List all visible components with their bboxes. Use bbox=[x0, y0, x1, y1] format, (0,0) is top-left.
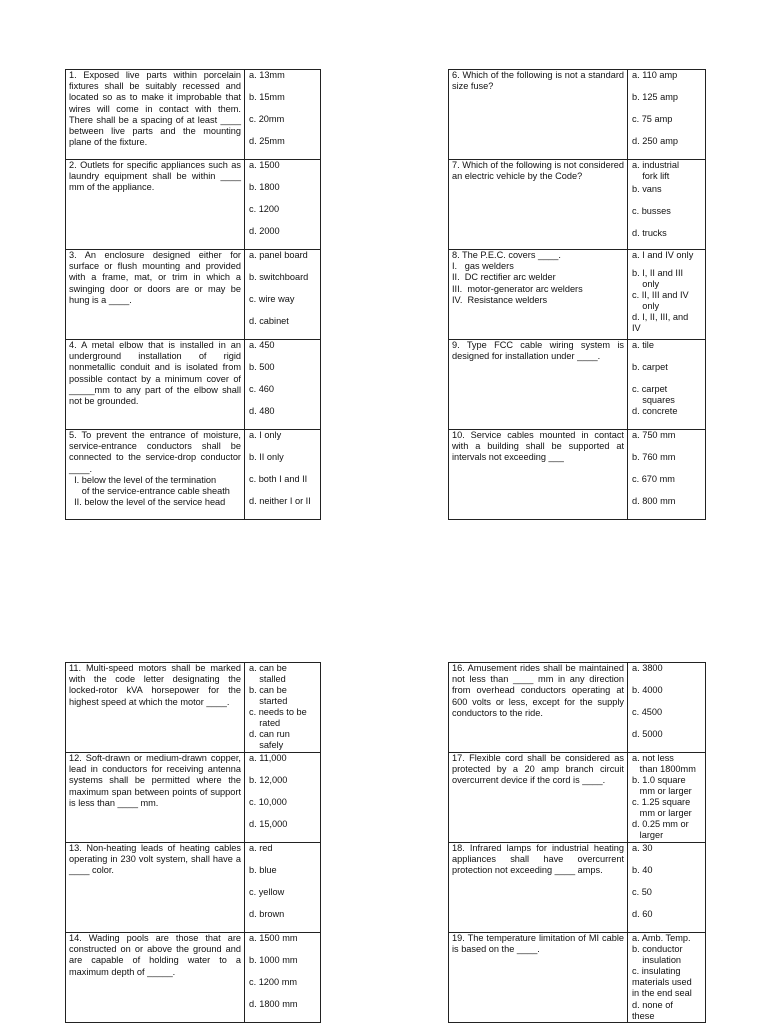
option-b: b. conductor insulation bbox=[632, 944, 683, 966]
option-c: c. 670 mm bbox=[632, 474, 675, 484]
option-b: b. 12,000 bbox=[249, 775, 288, 785]
option-b: b. 4000 bbox=[632, 685, 663, 695]
question-text: 7. Which of the following is not considered an electric vehicle by the Code? bbox=[449, 160, 628, 250]
question-row bbox=[66, 663, 321, 753]
option-c: c. 1200 bbox=[249, 204, 280, 214]
option-b: b. I, II and III only bbox=[632, 268, 684, 290]
answer-options bbox=[628, 340, 706, 430]
question-subline: I. below the level of the termination bbox=[69, 474, 217, 485]
option-a: a. Amb. Temp. bbox=[632, 933, 691, 943]
option-c: c. 4500 bbox=[632, 707, 663, 717]
question-text: 1. Exposed live parts within porcelain fixtures shall be suitably recessed and located so as to make it improbable that wires will come in contact with them. There shall be a spacing of at least ____ between live parts and the mounting plane of the fixture. bbox=[66, 70, 245, 160]
question-text: 2. Outlets for specific appliances such as laundry equipment shall be within ____ mm of the appliance. bbox=[66, 160, 245, 250]
option-d: d. none of these bbox=[632, 1000, 673, 1022]
option-c: c. busses bbox=[632, 206, 671, 216]
option-b: b. 40 bbox=[632, 865, 653, 875]
option-a: a. 3800 bbox=[632, 663, 663, 673]
question-block-2 bbox=[448, 69, 706, 520]
answer-options bbox=[245, 340, 321, 430]
option-a: a. panel board bbox=[249, 250, 308, 260]
question-subline: of the service-entrance cable sheath bbox=[69, 486, 230, 497]
option-a: a. tile bbox=[632, 340, 654, 350]
option-d: d. 15,000 bbox=[249, 819, 288, 829]
option-a: a. 1500 mm bbox=[249, 933, 298, 943]
question-text: 9. Type FCC cable wiring system is designed for installation under ____. bbox=[449, 340, 628, 430]
option-c: c. both I and II bbox=[249, 474, 308, 484]
question-row bbox=[66, 340, 321, 430]
option-d: d. brown bbox=[249, 909, 285, 919]
answer-options bbox=[628, 753, 706, 843]
option-d: d. 60 bbox=[632, 909, 653, 919]
option-b: b. carpet bbox=[632, 362, 668, 372]
question-block-3 bbox=[65, 662, 321, 1023]
option-b: b. switchboard bbox=[249, 272, 309, 282]
question-row bbox=[66, 933, 321, 1023]
question-row bbox=[66, 430, 321, 520]
answer-options bbox=[245, 160, 321, 250]
option-b: b. 1800 bbox=[249, 182, 280, 192]
question-row bbox=[66, 70, 321, 160]
option-a: a. 1500 bbox=[249, 160, 280, 170]
question-subline: III. motor-generator arc welders bbox=[452, 283, 583, 294]
answer-options bbox=[245, 843, 321, 933]
option-d: d. trucks bbox=[632, 228, 667, 238]
option-a: a. 11,000 bbox=[249, 753, 287, 763]
question-row bbox=[449, 340, 706, 430]
option-b: b. 1.0 square mm or larger bbox=[632, 775, 692, 797]
option-c: c. needs to be rated bbox=[249, 707, 307, 729]
option-a: a. 30 bbox=[632, 843, 653, 853]
answer-options bbox=[628, 250, 706, 340]
question-text: 16. Amusement rides shall be maintained not less than ____ mm in any direction from overhead conductors operating at 600 volts or less, except for the supply conductors to the ride. bbox=[449, 663, 628, 753]
option-c: c. II, III and IV only bbox=[632, 290, 689, 312]
option-d: d. concrete bbox=[632, 406, 678, 416]
option-a: a. 750 mm bbox=[632, 430, 676, 440]
question-subline: IV. Resistance welders bbox=[452, 294, 548, 305]
question-row bbox=[449, 663, 706, 753]
option-b: b. blue bbox=[249, 865, 277, 875]
question-row bbox=[66, 843, 321, 933]
answer-options bbox=[245, 663, 321, 753]
question-text: 17. Flexible cord shall be considered as protected by a 20 amp branch circuit overcurrent device if the cord is ____. bbox=[449, 753, 628, 843]
question-text: 11. Multi-speed motors shall be marked with the code letter designating the locked-rotor kVA horsepower for the highest speed at which the motor ____. bbox=[66, 663, 245, 753]
option-c: c. carpet squares bbox=[632, 384, 675, 406]
option-d: d. 1800 mm bbox=[249, 999, 298, 1009]
question-subline: II. below the level of the service head bbox=[69, 497, 226, 508]
question-text: 14. Wading pools are those that are constructed on or above the ground and are capable of holding water to a maximum depth of _____. bbox=[66, 933, 245, 1023]
option-d: d. 800 mm bbox=[632, 496, 676, 506]
option-a: a. can be stalled bbox=[249, 663, 287, 685]
question-text: 6. Which of the following is not a standard size fuse? bbox=[449, 70, 628, 160]
question-block-4 bbox=[448, 662, 706, 1023]
question-subline: II. DC rectifier arc welder bbox=[452, 272, 556, 283]
option-b: b. vans bbox=[632, 184, 662, 194]
option-b: b. 15mm bbox=[249, 92, 285, 102]
option-a: a. not less than 1800mm bbox=[632, 753, 696, 775]
option-d: d. 5000 bbox=[632, 729, 663, 739]
answer-options bbox=[628, 843, 706, 933]
option-c: c. insulating materials used in the end seal bbox=[632, 966, 692, 999]
option-c: c. 460 bbox=[249, 384, 275, 394]
question-block-1 bbox=[65, 69, 321, 520]
option-a: a. red bbox=[249, 843, 273, 853]
question-row bbox=[449, 753, 706, 843]
question-row bbox=[66, 753, 321, 843]
question-row bbox=[66, 250, 321, 340]
option-c: c. 1.25 square mm or larger bbox=[632, 797, 692, 819]
option-a: a. 110 amp bbox=[632, 70, 678, 80]
question-row bbox=[449, 843, 706, 933]
question-row bbox=[66, 160, 321, 250]
question-text: 10. Service cables mounted in contact with a building shall be supported at intervals not exceeding ___ bbox=[449, 430, 628, 520]
option-c: c. yellow bbox=[249, 887, 285, 897]
option-a: a. I and IV only bbox=[632, 250, 694, 260]
question-text: 12. Soft-drawn or medium-drawn copper, lead in conductors for receiving antenna systems shall be permitted where the maximum span between points of support is less than ____ mm. bbox=[66, 753, 245, 843]
answer-options bbox=[245, 70, 321, 160]
option-d: d. 0.25 mm or larger bbox=[632, 819, 689, 841]
question-row bbox=[449, 250, 706, 340]
option-b: b. II only bbox=[249, 452, 284, 462]
option-c: c. 20mm bbox=[249, 114, 285, 124]
question-stem: 5. To prevent the entrance of moisture, service-entrance conductors shall be connected to the service-drop conductor ____. bbox=[69, 430, 241, 474]
question-text: 13. Non-heating leads of heating cables operating in 230 volt system, shall have a ____ color. bbox=[66, 843, 245, 933]
option-a: a. 13mm bbox=[249, 70, 285, 80]
option-d: d. 250 amp bbox=[632, 136, 678, 146]
question-row bbox=[449, 933, 706, 1023]
question-row bbox=[449, 70, 706, 160]
question-text bbox=[66, 430, 245, 520]
option-a: a. industrial fork lift bbox=[632, 160, 679, 182]
answer-options bbox=[628, 933, 706, 1023]
option-d: d. 480 bbox=[249, 406, 275, 416]
option-b: b. 125 amp bbox=[632, 92, 678, 102]
option-d: d. 25mm bbox=[249, 136, 285, 146]
question-row bbox=[449, 160, 706, 250]
option-b: b. 760 mm bbox=[632, 452, 676, 462]
option-d: d. neither I or II bbox=[249, 496, 311, 506]
question-text: 3. An enclosure designed either for surface or flush mounting and provided with a frame, mat, or trim in which a swinging door or doors are or may be hung is a ____. bbox=[66, 250, 245, 340]
answer-options bbox=[245, 753, 321, 843]
answer-options bbox=[628, 430, 706, 520]
question-text bbox=[449, 250, 628, 340]
option-b: b. 1000 mm bbox=[249, 955, 298, 965]
option-b: b. 500 bbox=[249, 362, 275, 372]
answer-options bbox=[628, 663, 706, 753]
option-c: c. 1200 mm bbox=[249, 977, 297, 987]
option-b: b. can be started bbox=[249, 685, 288, 707]
option-a: a. I only bbox=[249, 430, 282, 440]
question-subline: I. gas welders bbox=[452, 261, 514, 272]
question-text: 18. Infrared lamps for industrial heating appliances shall have overcurrent protection not exceeding ____ amps. bbox=[449, 843, 628, 933]
answer-options bbox=[245, 430, 321, 520]
answer-options bbox=[245, 250, 321, 340]
question-text: 4. A metal elbow that is installed in an underground installation of rigid nonmetallic conduit and is isolated from possible contact by a minimum cover of _____mm to any part of the elbow shall not be grounded. bbox=[66, 340, 245, 430]
answer-options bbox=[628, 70, 706, 160]
option-d: d. cabinet bbox=[249, 316, 289, 326]
answer-options bbox=[628, 160, 706, 250]
question-text: 19. The temperature limitation of MI cable is based on the ____. bbox=[449, 933, 628, 1023]
option-c: c. wire way bbox=[249, 294, 295, 304]
option-d: d. can run safely bbox=[249, 729, 290, 751]
question-stem: 8. The P.E.C. covers ____. bbox=[452, 250, 561, 260]
question-row bbox=[449, 430, 706, 520]
option-d: d. I, II, III, and IV bbox=[632, 312, 689, 334]
option-a: a. 450 bbox=[249, 340, 275, 350]
answer-options bbox=[245, 933, 321, 1023]
option-d: d. 2000 bbox=[249, 226, 280, 236]
option-c: c. 10,000 bbox=[249, 797, 287, 807]
option-c: c. 50 bbox=[632, 887, 652, 897]
option-c: c. 75 amp bbox=[632, 114, 673, 124]
